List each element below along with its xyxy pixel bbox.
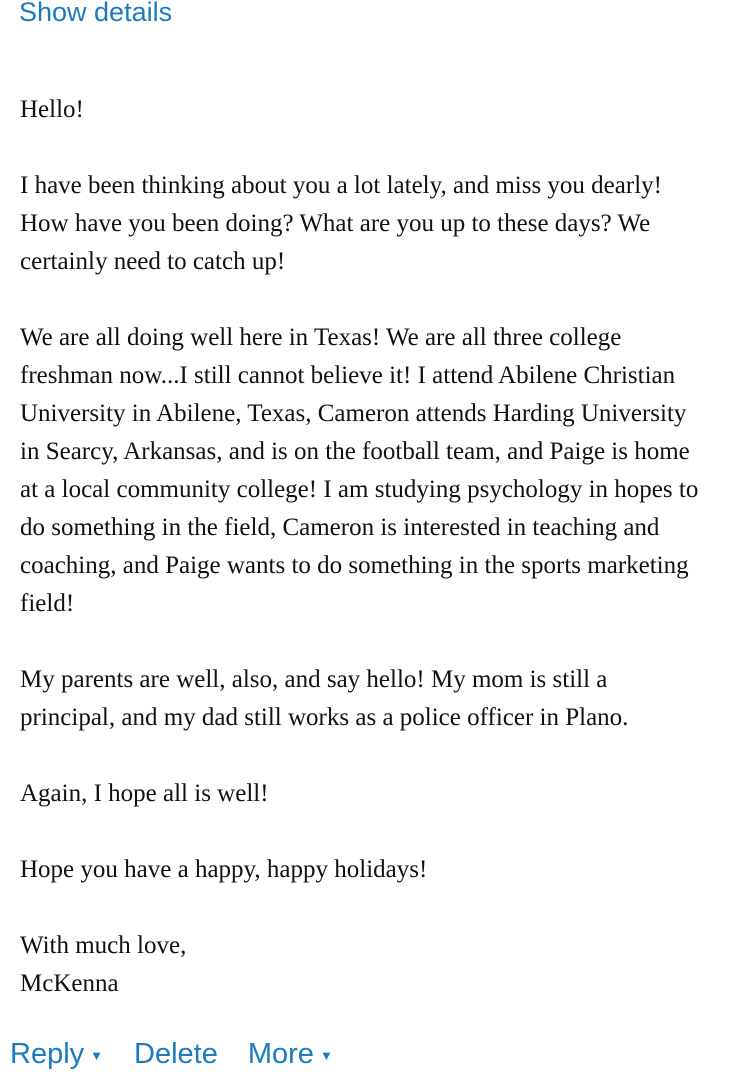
message-greeting: Hello!: [20, 96, 84, 123]
message-paragraph: [20, 319, 732, 623]
message-body: [20, 91, 732, 1003]
text-line: How have you been doing? What are you up to these days? We: [20, 210, 651, 237]
delete-label: Delete: [134, 1037, 218, 1070]
message-paragraph: [20, 167, 732, 281]
reply-button[interactable]: [10, 1038, 103, 1071]
message-paragraph: [20, 661, 732, 737]
text-line: coaching, and Paige wants to do something in the sports marketing: [20, 552, 689, 579]
text-line: do something in the field, Cameron is interested in teaching and: [20, 514, 660, 541]
show-details-link[interactable]: Show details: [19, 0, 173, 27]
text-line: University in Abilene, Texas, Cameron attends Harding University: [20, 400, 687, 427]
text-line: principal, and my dad still works as a police officer in Plano.: [20, 704, 629, 731]
message-signoff: [20, 927, 732, 1003]
message-paragraph: Again, I hope all is well!: [20, 780, 269, 807]
chevron-down-icon: ▼: [90, 1047, 104, 1063]
more-label: More: [247, 1037, 314, 1070]
reply-label: Reply: [10, 1037, 85, 1070]
message-action-bar: [10, 1034, 333, 1074]
text-line: certainly need to catch up!: [20, 248, 286, 275]
closing-text: With much love,: [20, 932, 187, 959]
text-line: in Searcy, Arkansas, and is on the football team, and Paige is home: [20, 438, 690, 465]
more-button[interactable]: [248, 1038, 333, 1071]
text-line: field!: [20, 590, 75, 617]
text-line: freshman now...I still cannot believe it! I attend Abilene Christian: [20, 362, 676, 389]
text-line: I have been thinking about you a lot lately, and miss you dearly!: [20, 172, 662, 199]
delete-button[interactable]: [134, 1038, 218, 1071]
message-paragraph: Hope you have a happy, happy holidays!: [20, 856, 428, 883]
signature-text: McKenna: [20, 970, 119, 997]
text-line: My parents are well, also, and say hello! My mom is still a: [20, 666, 608, 693]
chevron-down-icon: ▼: [319, 1047, 333, 1063]
text-line: We are all doing well here in Texas! We are all three college: [20, 324, 622, 351]
text-line: at a local community college! I am studying psychology in hopes to: [20, 476, 699, 503]
